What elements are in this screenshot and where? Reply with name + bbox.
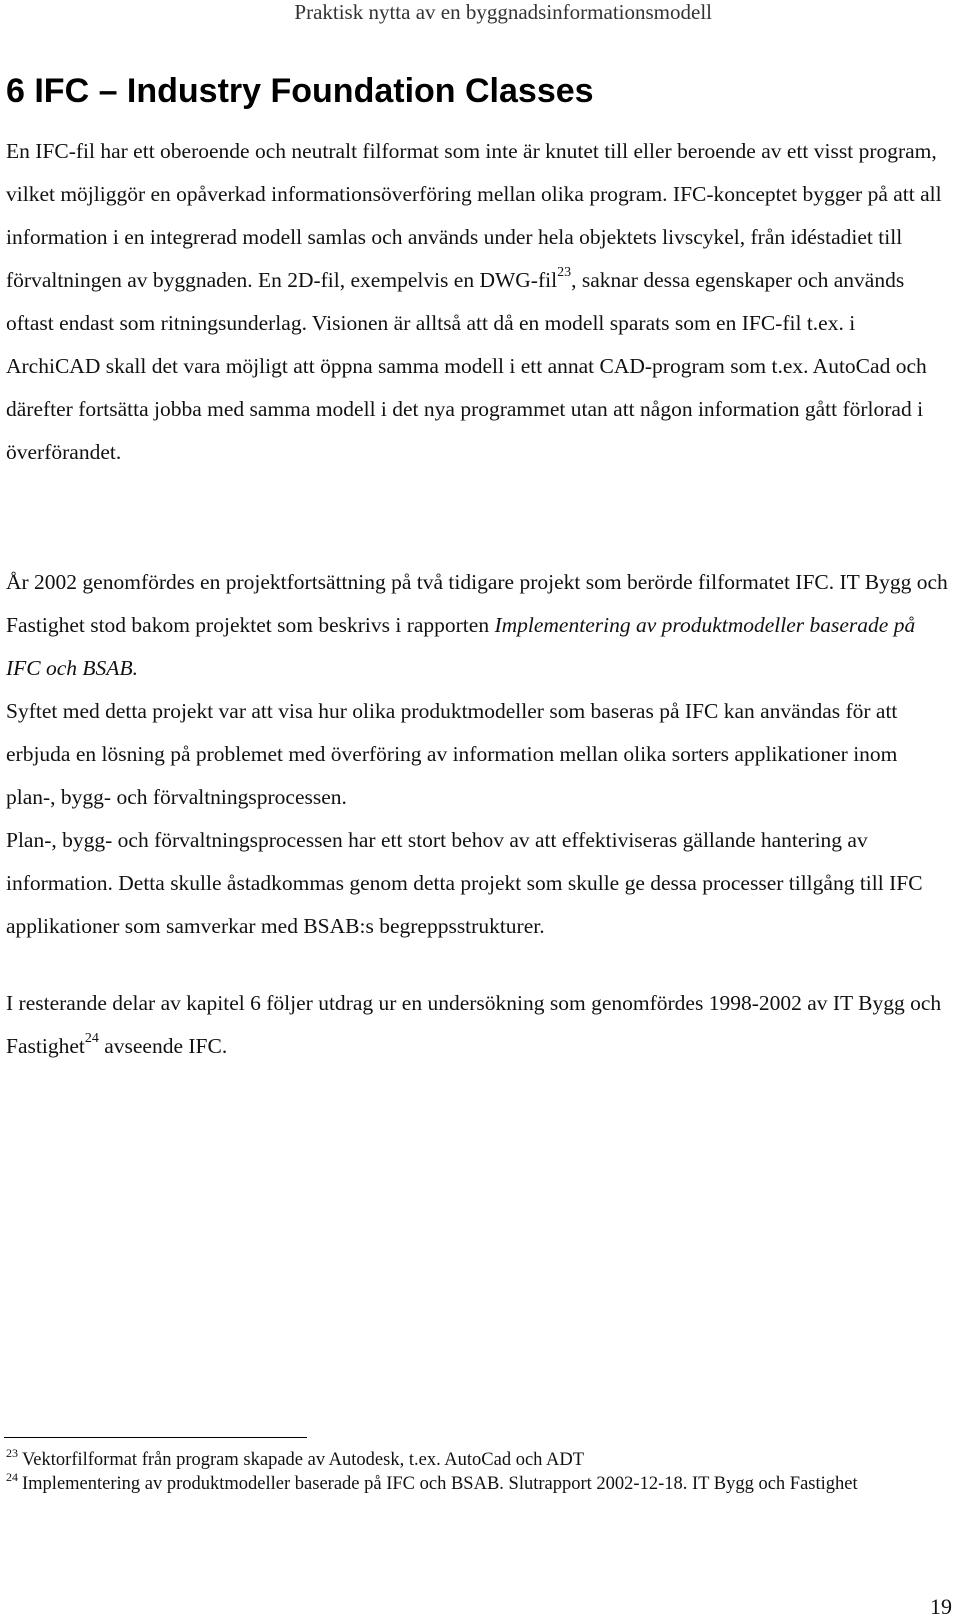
paragraph-syfte: Syftet med detta projekt var att visa hur olika produktmodeller som baseras på IFC kan användas för att erbjuda en lösning på problemet med överföring av information mellan olika sorters applikationer inom plan-, bygg- och förvaltningsprocessen. (6, 699, 898, 809)
paragraph-ifc-intro (6, 130, 952, 474)
footnote-divider (4, 1437, 307, 1438)
running-header: Praktisk nytta av en byggnadsinformationsmodell (294, 0, 712, 24)
footnote-ref-24: 24 (84, 1031, 99, 1046)
paragraph-text: En IFC-fil har ett oberoende och neutralt filformat som inte är knutet till eller beroende av ett visst program, vilket möjliggör en opåverkad informationsöverföring mellan olika program. IFC-konceptet bygger på att all information i en integrerad modell samlas och används under hela objektets livscykel, från idéstadiet till förvaltningen av byggnaden. En 2D-fil, exempelvis en DWG-fil (6, 139, 942, 292)
paragraph-text: I resterande delar av kapitel 6 följer utdrag ur en undersökning som genomfördes 1998-2002 av IT Bygg och Fastighet (6, 991, 942, 1058)
footnote-number: 23 (6, 1446, 18, 1460)
footnote-24 (6, 1472, 952, 1496)
paragraph-text: , saknar dessa egenskaper och används oftast endast som ritningsunderlag. Visionen är alltså att då en modell sparats som en IFC-fil t.ex. i ArchiCAD skall det vara möjligt att öppna samma modell i ett annat CAD-program som t.ex. AutoCad och därefter fortsätta jobba med samma modell i det nya programmet utan att någon information gått förlorad i överförandet. (6, 268, 927, 464)
paragraph-text: År 2002 genomfördes en projektfortsättning på två tidigare projekt som berörde filformatet IFC. IT Bygg och Fastighet stod bakom projektet som beskrivs i rapporten (6, 570, 948, 637)
report-title: Implementering av produktmodeller baserade på IFC och BSAB. (6, 613, 916, 680)
footnote-number: 24 (6, 1470, 18, 1484)
page-number: 19 (930, 1594, 952, 1619)
footnote-ref-23: 23 (557, 265, 572, 280)
paragraph-group-project (6, 561, 952, 948)
footnote-text: Vektorfilformat från program skapade av Autodesk, t.ex. AutoCad och ADT (22, 1450, 585, 1470)
footnote-23 (6, 1448, 952, 1472)
section-title: 6 IFC – Industry Foundation Classes (6, 72, 594, 110)
footnotes (6, 1448, 952, 1496)
paragraph-rest (6, 982, 952, 1068)
footnote-text: Implementering av produktmodeller baserade på IFC och BSAB. Slutrapport 2002-12-18. IT Bygg och Fastighet (22, 1474, 858, 1494)
paragraph-text: avseende IFC. (98, 1034, 228, 1058)
paragraph-process: Plan-, bygg- och förvaltningsprocessen har ett stort behov av att effektiviseras gällande hantering av information. Detta skulle åstadkommas genom detta projekt som skulle ge dessa processer tillgång till IFC applikationer som samverkar med BSAB:s begreppsstrukturer. (6, 828, 923, 938)
